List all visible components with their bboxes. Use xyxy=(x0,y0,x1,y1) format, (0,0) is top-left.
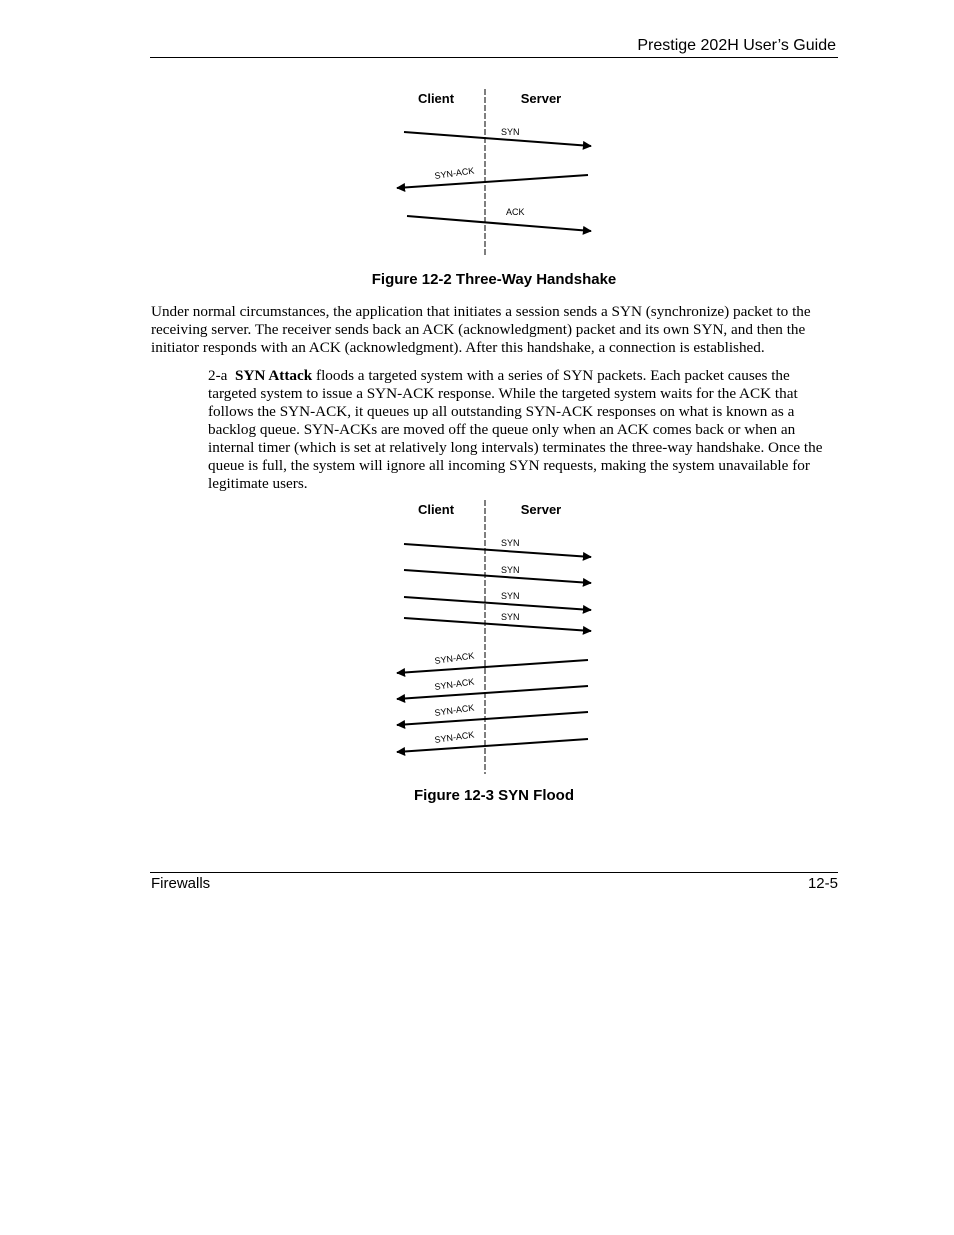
figure-caption: Figure 12-3 SYN Flood xyxy=(413,787,575,804)
syn-arrow xyxy=(404,132,591,146)
figure-syn-flood xyxy=(380,496,620,776)
syn-ack-arrow xyxy=(397,175,588,188)
syn-arrow xyxy=(404,570,591,583)
syn-arrow xyxy=(404,618,591,631)
syn-ack-label: SYN-ACK xyxy=(433,729,475,745)
syn-label: SYN xyxy=(501,127,520,137)
list-item-syn-attack xyxy=(208,367,840,493)
handshake-diagram xyxy=(380,85,620,260)
footer-rule xyxy=(150,872,838,873)
syn-label: SYN xyxy=(501,612,520,622)
figure-three-way-handshake xyxy=(380,85,620,260)
syn-ack-label: SYN-ACK xyxy=(433,165,475,181)
body-paragraph: Under normal circumstances, the application that initiates a session sends a SYN (synchronize) packet to the receiving server. The receiver sends back an ACK (acknowledgment) packet and its own SYN, and then the initiator responds with an ACK (acknowledgment). After this handshake, a connection is established. xyxy=(151,303,811,356)
header-rule xyxy=(150,57,838,58)
header-title: Prestige 202H User’s Guide xyxy=(637,37,836,54)
syn-label: SYN xyxy=(501,565,520,575)
syn-flood-diagram xyxy=(380,496,620,776)
footer-section: Firewalls xyxy=(151,875,211,892)
syn-ack-arrow xyxy=(397,739,588,752)
client-label: Client xyxy=(417,502,455,517)
syn-ack-label: SYN-ACK xyxy=(433,676,475,692)
syn-arrow xyxy=(404,597,591,610)
syn-label: SYN xyxy=(501,538,520,548)
syn-arrow xyxy=(404,544,591,557)
ack-label: ACK xyxy=(506,207,525,217)
server-label: Server xyxy=(520,502,562,517)
ack-arrow xyxy=(407,216,591,231)
list-item-number: 2-a xyxy=(208,367,228,384)
syn-ack-arrow xyxy=(397,712,588,725)
figure-caption: Figure 12-2 Three-Way Handshake xyxy=(371,271,617,288)
client-label: Client xyxy=(417,91,455,106)
server-label: Server xyxy=(520,91,562,106)
syn-ack-arrow xyxy=(397,686,588,699)
footer-page-number: 12-5 xyxy=(807,875,838,892)
list-item-text: floods a targeted system with a series of SYN packets. Each packet causes the targeted system to issue a SYN-ACK response. While the targeted system waits for the ACK that follows the SYN-ACK, it queues up all outstanding SYN-ACK responses on what is known as a backlog queue. SYN-ACKs are moved off the queue only when an ACK comes back or when an internal timer (which is set at relatively long intervals) terminates the three-way handshake. Once the queue is full, the system will ignore all incoming SYN requests, making the system unavailable for legitimate users. xyxy=(208,367,823,492)
syn-label: SYN xyxy=(501,591,520,601)
syn-ack-arrow xyxy=(397,660,588,673)
list-item-term: SYN Attack xyxy=(235,367,313,384)
syn-ack-label: SYN-ACK xyxy=(433,702,475,718)
syn-ack-label: SYN-ACK xyxy=(433,650,475,666)
